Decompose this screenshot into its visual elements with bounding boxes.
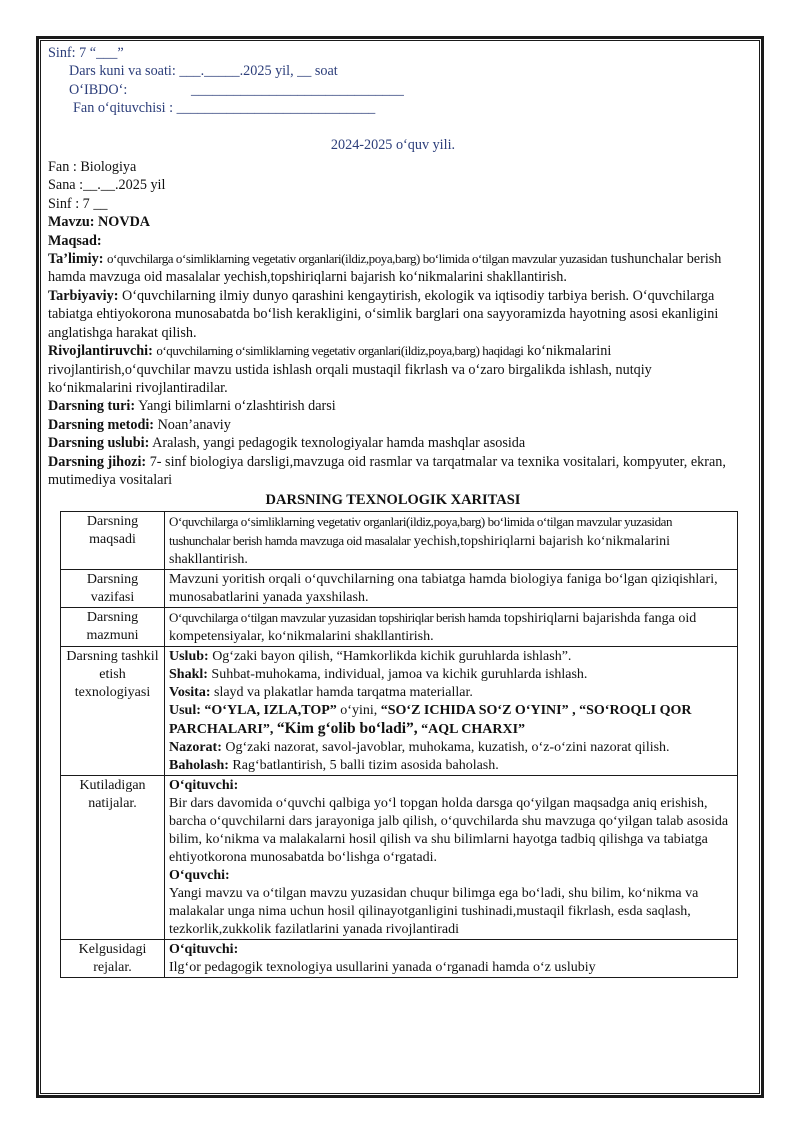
- fan-line: Fan : Biologiya: [48, 159, 137, 176]
- rivojlantiruvchi-paragraph: [48, 342, 738, 397]
- kelgusi-oqituvchi-label: O‘qituvchi:: [169, 941, 239, 957]
- table-row: [61, 646, 738, 775]
- vazifasi-text: Mavzuni yoritish orqali o‘quvchilarning ona tabiatga hamda biologiya faniga bo‘lgan qiziqishlari, munosabatlarini yanada yaxshilash.: [165, 569, 738, 607]
- usul-label: Usul:: [169, 702, 201, 718]
- turi-text: Yangi bilimlarni o‘zlashtirish darsi: [138, 398, 336, 415]
- table-row: [61, 607, 738, 646]
- uslub-line: [169, 648, 733, 666]
- tarbiyaviy-label: Tarbiyaviy:: [48, 287, 119, 304]
- oibdo-blank: ______________________________: [191, 81, 404, 98]
- mavzu-line: Mavzu: NOVDA: [48, 214, 151, 231]
- header-dars-kuni-line: Dars kuni va soati: ___._____.2025 yil, __ soat: [69, 63, 338, 80]
- rivojlantiruvchi-label: Rivojlantiruvchi:: [48, 343, 153, 360]
- usul-game-1: “O‘YLA, IZLA,TOP”: [204, 702, 337, 718]
- kelgusi-cell: [165, 939, 738, 977]
- header-sinf-line: Sinf: 7 “___”: [48, 45, 124, 61]
- nazorat-line: [169, 739, 733, 757]
- mazmuni-text-2: topshiriqlarni bajarishda fanga oid kompetensiyalar, ko‘nikmalarini shakllantirish.: [169, 610, 697, 644]
- table-row: [61, 775, 738, 939]
- sinf-line: Sinf : 7 __: [48, 195, 108, 212]
- darsning-metodi-line: [48, 416, 738, 434]
- technology-map-table: [60, 511, 738, 978]
- academic-year: 2024-2025 o‘quv yili.: [330, 136, 456, 153]
- jihozi-label: Darsning jihozi:: [48, 453, 147, 470]
- tashkil-label: Darsning tashkil etish texnologiyasi: [61, 646, 165, 775]
- table-row: [61, 569, 738, 607]
- talimiy-paragraph: [48, 250, 738, 287]
- tarbiyaviy-text: O‘quvchilarning ilmiy dunyo qarashini kengaytirish, ekologik va iqtisodiy tarbiya berish. O‘quvchilarga tabiatga ehtiyokorona munosabatda bo‘lish kerakligini, o‘simlik barglari ona sayyoramizda hayotning asosi ekanligini anglatishga harakat qilish.: [48, 287, 719, 341]
- jihozi-text: 7- sinf biologiya darsligi,mavzuga oid rasmlar va tarqatmalar va texnika vositalari, kompyuter, ekran, mutimediya vositalari: [48, 453, 726, 488]
- talimiy-label: Ta’limiy:: [48, 251, 104, 268]
- uslubi-label: Darsning uslubi:: [48, 435, 150, 452]
- maqsadi-cell: [165, 511, 738, 569]
- darsning-jihozi-line: [48, 453, 738, 490]
- baholash-label: Baholash:: [169, 757, 229, 773]
- sana-line: Sana :__.__.2025 yil: [48, 177, 166, 194]
- table-title: DARSNING TEXNOLOGIK XARITASI: [265, 492, 521, 509]
- rivojlantiruvchi-text-2: ko‘nikmalarini rivojlantirish,o‘quvchilar mavzu ustida ishlash orqali mustaqil fikrlash va o‘zaro birgalikda ishlash, nutqiy ko‘nikmalarini rivojlantiradilar.: [48, 343, 652, 396]
- uslubi-text: Aralash, yangi pedagogik texnologiyalar hamda mashqlar asosida: [152, 435, 526, 452]
- usul-game-2: “SO‘Z ICHIDA SO‘Z O‘YINI” , “SO‘ROQLI QOR PARCHALARI”,: [169, 702, 692, 737]
- table-row: [61, 511, 738, 569]
- metodi-label: Darsning metodi:: [48, 416, 155, 433]
- rivojlantiruvchi-text-1: o‘quvchilarning o‘simliklarning vegetativ organlari(ildiz,poya,barg) haqidagi: [156, 343, 524, 359]
- natijalar-cell: [165, 775, 738, 939]
- oibdo-label: O‘IBDO‘:: [69, 81, 128, 98]
- maqsadi-label: Darsning maqsadi: [61, 511, 165, 569]
- natijalar-label: Kutiladigan natijalar.: [61, 775, 165, 939]
- header-fan-oqituvchisi-line: Fan o‘qituvchisi : ____________________________: [73, 100, 376, 117]
- kelgusi-text: Ilg‘or pedagogik texnologiya usullarini yanada o‘rganadi hamda o‘z uslubiy: [169, 959, 596, 975]
- turi-label: Darsning turi:: [48, 398, 136, 415]
- oqituvchi-label: O‘qituvchi:: [169, 777, 239, 793]
- oqituvchi-text: Bir dars davomida o‘quvchi qalbiga yo‘l topgan holda darsga qo‘yilgan maqsadga aniq erishish, barcha o‘quvchilarni dars jarayoniga jalb qilish, o‘quvchilarda shu mavzuga qo‘yilgan talab asosida bilim, ko‘nikma va malakalarni hosil qilish va shu bilimlarni hayotga tadbiq qilishga va tabiatga ehtiyotkorona munosabatda bo‘lishga o‘rgatadi.: [169, 795, 729, 865]
- usul-oyini: o‘yini,: [340, 702, 378, 718]
- baholash-text: Rag‘batlantirish, 5 balli tizim asosida baholash.: [232, 757, 499, 773]
- usul-line: [169, 702, 733, 739]
- usul-game-3: “Kim g‘olib bo‘ladi”,: [276, 719, 418, 737]
- maqsad-heading: Maqsad:: [48, 232, 102, 249]
- oquvchi-text: Yangi mavzu va o‘tilgan mavzu yuzasidan chuqur bilimga ega bo‘ladi, shu bilim, ko‘nikma va malakalar unga nima uchun hosil qilinayotganligini tushinadi,mustaqil fikrlash, esda saqlash, tezkorlik,zukkolik fazilatlarini yanada rivojlantiradi: [169, 885, 699, 937]
- tashkil-cell: [165, 646, 738, 775]
- uslub-label: Uslub:: [169, 648, 209, 664]
- mazmuni-label: Darsning mazmuni: [61, 607, 165, 646]
- talimiy-text-2: tushunchalar berish hamda mavzuga oid masalalar yechish,topshiriqlarni bajarish ko‘nikmalarini shakllantirish.: [48, 251, 722, 286]
- shakl-line: [169, 666, 733, 684]
- vosita-text: slayd va plakatlar hamda tarqatma materiallar.: [214, 684, 473, 700]
- usul-game-4: “AQL CHARXI”: [421, 721, 526, 737]
- vosita-label: Vosita:: [169, 684, 211, 700]
- mazmuni-cell: [165, 607, 738, 646]
- mazmuni-text-1: O‘quvchilarga o‘tilgan mavzular yuzasidan topshiriqlar berish hamda: [169, 609, 501, 625]
- shakl-text: Suhbat-muhokama, individual, jamoa va kichik guruhlarda ishlash.: [211, 666, 588, 682]
- vosita-line: [169, 684, 733, 702]
- vazifasi-label: Darsning vazifasi: [61, 569, 165, 607]
- nazorat-label: Nazorat:: [169, 739, 222, 755]
- lesson-plan-document: [48, 44, 738, 978]
- table-row: [61, 939, 738, 977]
- metodi-text: Noan’anaviy: [157, 416, 231, 433]
- shakl-label: Shakl:: [169, 666, 208, 682]
- talimiy-text-1: o‘quvchilarga o‘simliklarning vegetativ organlari(ildiz,poya,barg) bo‘limida o‘tilgan mavzular yuzasidan: [107, 251, 608, 267]
- darsning-uslubi-line: [48, 434, 738, 452]
- tarbiyaviy-paragraph: [48, 287, 738, 342]
- baholash-line: [169, 757, 733, 775]
- darsning-turi-line: [48, 397, 738, 415]
- header-oibdo-line: [48, 81, 738, 99]
- nazorat-text: Og‘zaki nazorat, savol-javoblar, muhokama, kuzatish, o‘z-o‘zini nazorat qilish.: [225, 739, 670, 755]
- maqsadi-text-2: yechish,topshiriqlarni bajarish ko‘nikmalarini shakllantirish.: [169, 533, 671, 567]
- maqsadi-text-1: O‘quvchilarga o‘simliklarning vegetativ organlari(ildiz,poya,barg) bo‘limida o‘tilgan mavzular yuzasidan tushunchalar berish hamda mavzuga oid masalalar: [169, 513, 673, 548]
- kelgusi-label: Kelgusidagi rejalar.: [61, 939, 165, 977]
- oquvchi-label: O‘quvchi:: [169, 867, 230, 883]
- uslub-text: Og‘zaki bayon qilish, “Hamkorlikda kichik guruhlarda ishlash”.: [212, 648, 572, 664]
